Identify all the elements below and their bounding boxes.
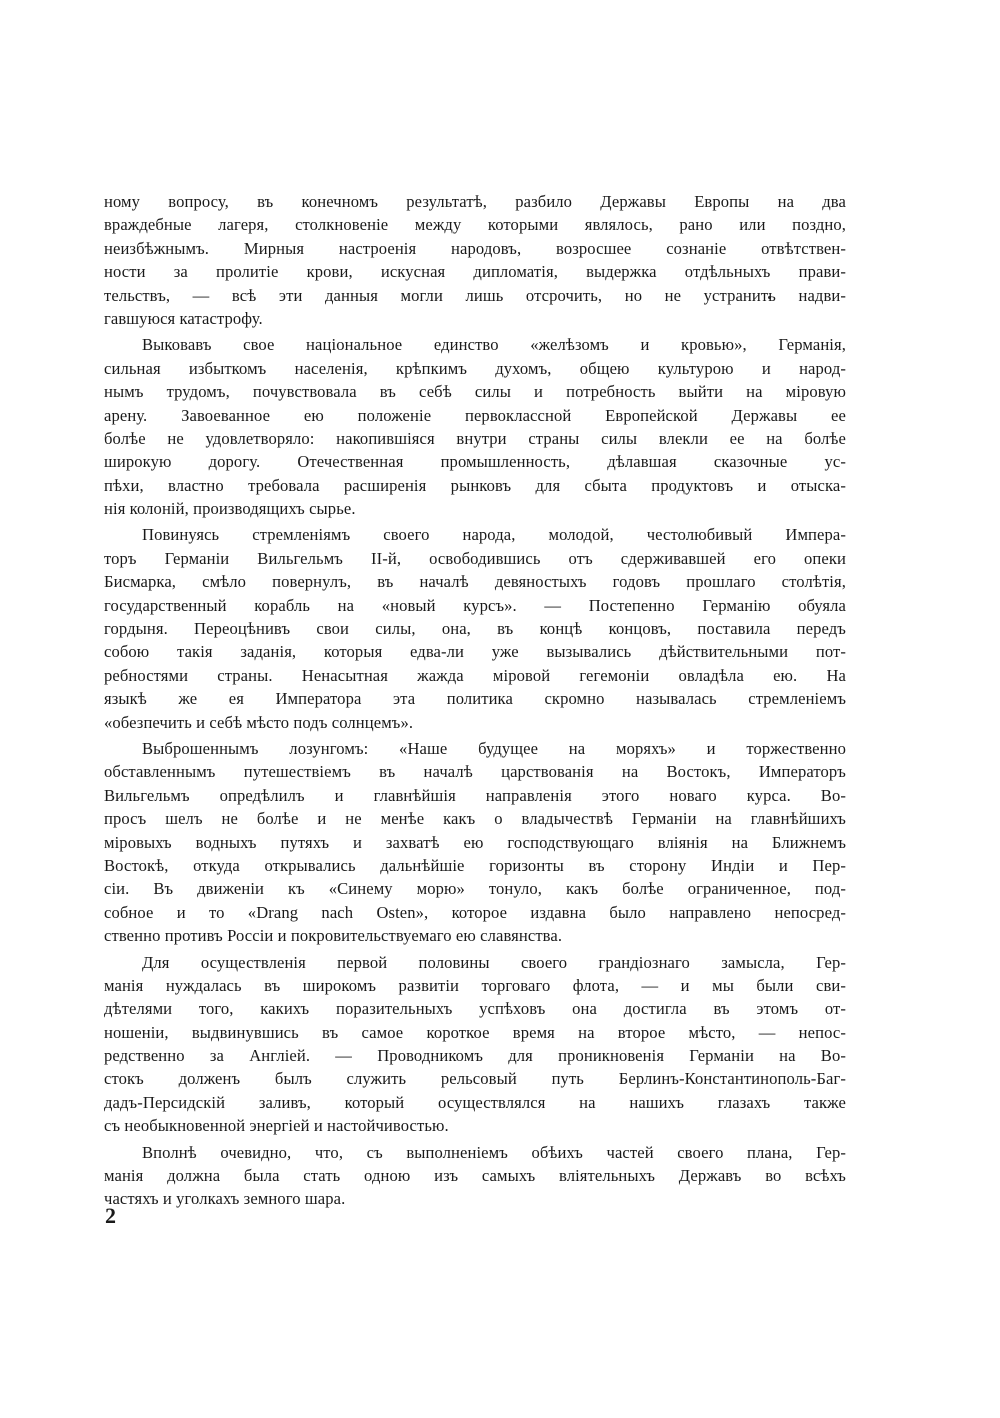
text-line: манія нуждалась въ широкомъ развитіи торговаго флота, — и мы были сви- (104, 975, 846, 995)
text-line: «обезпечить и себѣ мѣсто подъ солнцемъ». (104, 712, 414, 732)
text-line: болѣе не удовлетворяло: накопившіяся внутри страны силы влекли ее на болѣе (104, 428, 846, 448)
text-line: просъ шелъ не болѣе и не менѣе какъ о владычествѣ Германіи на главнѣйшихъ (104, 809, 846, 829)
paragraph-1 (104, 190, 846, 330)
text-line: нія колоній, производящихъ сырье. (104, 499, 356, 519)
text-line: языкѣ же ея Императора эта политика скромно называлась стремленіемъ (104, 689, 846, 709)
page-number: 2 (105, 1203, 116, 1228)
text-line: съ необыкновенной энергіей и настойчивостью. (104, 1116, 449, 1136)
text-line: Выковавъ свое національное единство «желѣзомъ и кровью», Германія, (142, 335, 846, 355)
text-line: ношеніи, выдвинувшись въ самое короткое время на второе мѣсто, — непос- (104, 1022, 846, 1042)
text-line: собное и то «Drang nach Osten», которое издавна было направлено непосред- (104, 902, 846, 922)
text-line: манія должна была стать одною изъ самыхъ вліятельныхъ Державъ во всѣхъ (104, 1166, 846, 1186)
text-line: Бисмарка, смѣло повернулъ, въ началѣ девяностыхъ годовъ прошлаго столѣтія, (104, 572, 846, 592)
text-line: гавшуюся катастрофу. (104, 308, 263, 328)
text-line: пѣхи, властно требовала расширенія рынковъ для сбыта продуктовъ и отыска- (104, 475, 846, 495)
paragraph-5 (104, 951, 846, 1138)
text-line: собою такія заданія, которыя едва-ли уже вызывались дѣйствительными пот- (104, 642, 846, 662)
text-line: арену. Завоеванное ею положеніе первоклассной Европейской Державы ее (104, 405, 846, 425)
text-line: Повинуясь стремленіямъ своего народа, молодой, честолюбивый Импера- (142, 525, 846, 545)
paragraph-4 (104, 737, 846, 948)
text-line: неизбѣжнымъ. Мирныя настроенія народовъ, возросшее сознаніе отвѣтствен- (104, 238, 846, 258)
paragraph-2 (104, 333, 846, 520)
text-line: Вильгельмъ опредѣлилъ и главнѣйшія направленія этого новаго курса. Во- (104, 785, 846, 805)
text-line: частяхъ и уголкахъ земного шара. (104, 1189, 346, 1209)
text-line: ственно противъ Россіи и покровительствуемаго ею славянства. (104, 926, 563, 946)
text-line: обставленнымъ путешествіемъ въ началѣ царствованія на Востокъ, Императоръ (104, 762, 846, 782)
text-line: Вполнѣ очевидно, что, съ выполненіемъ обѣихъ частей своего плана, Гер- (142, 1142, 846, 1162)
paragraph-6 (104, 1141, 846, 1211)
text-line: государственный корабль на «новый курсъ». — Постепенно Германію обуяла (104, 595, 846, 615)
text-line: Востокѣ, откуда открывались дальнѣйшіе горизонты въ сторону Индіи и Пер- (104, 855, 846, 875)
text-line: торъ Германіи Вильгельмъ II-й, освободившись отъ сдерживавшей его опеки (104, 548, 846, 568)
text-line: дадъ-Персидскій заливъ, который осуществлялся на нашихъ глазахъ также (104, 1092, 846, 1112)
text-line: сіи. Въ движеніи къ «Синему морю» тонуло, какъ болѣе ограниченное, под- (104, 879, 846, 899)
text-line: враждебные лагеря, столкновеніе между которыми являлось, рано или поздно, (104, 215, 846, 235)
text-line: міровыхъ водныхъ путяхъ и захватѣ ею господствующаго вліянія на Ближнемъ (104, 832, 846, 852)
text-line: стокъ долженъ былъ служить рельсовый путь Берлинъ-Константинополь-Баг- (104, 1069, 846, 1089)
text-line: дѣтелями того, какихъ поразительныхъ успѣховъ она достигла въ этомъ от- (104, 999, 846, 1019)
text-line: гордыня. Переоцѣнивъ свои силы, она, въ концѣ концовъ, поставила передъ (104, 619, 846, 639)
text-line: нымъ трудомъ, почувствовала въ себѣ силы и потребность выйти на міровую (104, 382, 846, 402)
text-line: тельствъ, — всѣ эти данныя могли лишь отсрочить, но не устранить надви- (104, 285, 846, 305)
text-line: ности за пролитіе крови, искусная дипломатія, выдержка отдѣльныхъ прави- (104, 262, 846, 282)
body-text (104, 190, 846, 1211)
text-line: Выброшеннымъ лозунгомъ: «Наше будущее на моряхъ» и торжественно (142, 738, 846, 758)
text-line: ному вопросу, въ конечномъ результатѣ, разбило Державы Европы на два (104, 192, 846, 211)
text-line: Для осуществленія первой половины своего грандіознаго замысла, Гер- (142, 952, 846, 972)
text-line: ребностями страны. Ненасытная жажда міровой гегемоніи овладѣла ею. На (104, 665, 846, 685)
text-line: широкую дорогу. Отечественная промышленность, дѣлавшая сказочные ус- (104, 452, 846, 472)
paragraph-3 (104, 523, 846, 734)
text-line: редственно за Англіей. — Проводникомъ для проникновенія Германіи на Во- (104, 1046, 846, 1066)
text-line: сильная избыткомъ населенія, крѣпкимъ духомъ, общею культурою и народ- (104, 358, 846, 378)
